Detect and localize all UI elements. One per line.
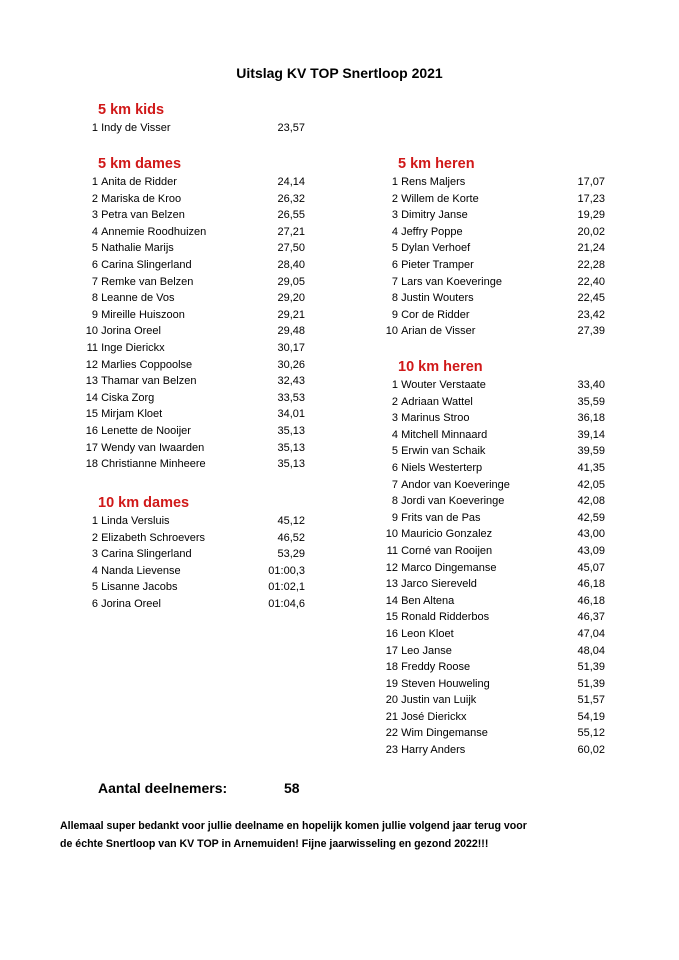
position-number: 20 <box>385 694 398 707</box>
position-number: 1 <box>391 176 398 188</box>
result-row <box>385 709 605 726</box>
position-number: 21 <box>385 710 398 723</box>
runner-name: Dylan Verhoef <box>401 242 471 255</box>
result-row <box>385 427 605 444</box>
position-number: 4 <box>391 428 398 441</box>
finish-time: 47,04 <box>577 627 605 640</box>
position-number: 13 <box>385 578 398 591</box>
runner-name: Dimitry Janse <box>401 209 468 222</box>
position-number: 10 <box>385 528 398 541</box>
position-number: 1 <box>91 176 98 188</box>
finish-time: 28,40 <box>277 258 305 271</box>
runner-name: Marinus Stroo <box>401 412 470 425</box>
finish-time: 26,55 <box>277 209 305 222</box>
result-row <box>385 510 605 527</box>
position-number: 8 <box>391 495 398 508</box>
result-row <box>85 440 305 457</box>
finish-time: 48,04 <box>577 644 605 657</box>
finish-time: 54,19 <box>577 710 605 723</box>
position-number: 15 <box>85 408 98 421</box>
runner-name: Ronald Ridderbos <box>401 611 490 624</box>
finish-time: 39,14 <box>577 428 605 441</box>
section-10km-heren <box>385 357 605 759</box>
position-number: 4 <box>91 225 98 238</box>
finish-time: 35,13 <box>277 424 305 437</box>
runner-name: Leanne de Vos <box>101 292 175 305</box>
position-number: 2 <box>91 192 98 205</box>
finish-time: 17,23 <box>577 192 605 205</box>
position-number: 23 <box>385 744 398 757</box>
finish-time: 23,57 <box>277 122 305 134</box>
runner-name: Remke van Belzen <box>101 275 194 288</box>
position-number: 3 <box>91 209 98 222</box>
finish-time: 01:04,6 <box>268 597 305 610</box>
runner-name: Inge Dierickx <box>101 341 165 354</box>
page-title: Uitslag KV TOP Snertloop 2021 <box>236 65 443 81</box>
runner-name: Annemie Roodhuizen <box>101 225 207 238</box>
position-number: 6 <box>91 258 98 271</box>
finish-time: 29,21 <box>277 308 305 321</box>
result-row <box>385 560 605 577</box>
finish-time: 42,59 <box>577 511 605 524</box>
runner-name: Mirjam Kloet <box>101 408 163 421</box>
runner-name: Wendy van Iwaarden <box>101 441 205 454</box>
position-number: 2 <box>391 192 398 205</box>
position-number: 17 <box>385 644 398 657</box>
participants-summary <box>98 780 300 796</box>
position-number: 6 <box>91 597 98 610</box>
runner-name: Corné van Rooijen <box>401 544 493 557</box>
finish-time: 45,12 <box>277 515 305 527</box>
result-row <box>385 410 605 427</box>
result-row <box>85 224 305 241</box>
result-row <box>85 307 305 324</box>
runner-name: Justin van Luijk <box>401 694 477 707</box>
runner-name: Marlies Coppoolse <box>101 358 193 371</box>
runner-name: Lars van Koeveringe <box>401 275 502 288</box>
result-row <box>85 323 305 340</box>
runner-name: Wouter Verstaate <box>401 379 486 391</box>
runner-name: Carina Slingerland <box>101 548 192 561</box>
result-row <box>385 692 605 709</box>
runner-name: Adriaan Wattel <box>401 395 473 408</box>
result-row <box>385 526 605 543</box>
runner-name: Marco Dingemanse <box>401 561 497 574</box>
runner-name: Erwin van Schaik <box>401 445 486 458</box>
runner-name: Cor de Ridder <box>401 308 470 321</box>
runner-name: Arian de Visser <box>401 325 476 338</box>
runner-name: Ciska Zorg <box>101 391 155 404</box>
result-row <box>85 290 305 307</box>
finish-time: 29,20 <box>277 292 305 305</box>
section-heading: 5 km heren <box>398 156 475 172</box>
position-number: 6 <box>391 461 398 474</box>
finish-time: 27,50 <box>277 242 305 255</box>
position-number: 14 <box>385 594 398 607</box>
position-number: 1 <box>91 515 98 527</box>
section-heading: 10 km heren <box>398 359 483 375</box>
finish-time: 22,40 <box>577 275 605 288</box>
position-number: 9 <box>391 308 398 321</box>
runner-name: Steven Houweling <box>401 677 490 690</box>
runner-name: Linda Versluis <box>101 515 170 527</box>
result-row <box>385 460 605 477</box>
position-number: 5 <box>91 242 98 255</box>
result-row <box>385 477 605 494</box>
result-row <box>85 579 305 596</box>
position-number: 19 <box>385 677 398 690</box>
position-number: 14 <box>85 391 98 404</box>
finish-time: 21,24 <box>577 242 605 255</box>
section-5km-kids <box>85 100 305 137</box>
result-row <box>385 742 605 759</box>
result-row <box>385 174 605 191</box>
finish-time: 51,39 <box>577 677 605 690</box>
result-row <box>85 513 305 530</box>
finish-time: 32,43 <box>277 375 305 388</box>
finish-time: 42,08 <box>577 495 605 508</box>
position-number: 3 <box>91 548 98 561</box>
section-heading: 5 km dames <box>98 156 182 172</box>
runner-name: Anita de Ridder <box>101 176 177 188</box>
result-row <box>385 323 605 340</box>
runner-name: Jorina Oreel <box>101 325 161 338</box>
runner-name: Pieter Tramper <box>401 258 474 271</box>
position-number: 11 <box>386 544 398 557</box>
finish-time: 35,13 <box>277 441 305 454</box>
finish-time: 01:02,1 <box>268 581 305 594</box>
runner-name: Mauricio Gonzalez <box>401 528 493 541</box>
footer-line-1: Allemaal super bedankt voor jullie deelname en hopelijk komen jullie volgend jaar terug voor <box>60 820 527 832</box>
position-number: 7 <box>391 478 398 491</box>
position-number: 3 <box>391 412 398 425</box>
runner-name: Willem de Korte <box>401 192 479 205</box>
participants-count: 58 <box>284 780 300 796</box>
position-number: 17 <box>85 441 98 454</box>
position-number: 4 <box>91 564 98 577</box>
runner-name: Jorina Oreel <box>101 597 161 610</box>
runner-name: Ben Altena <box>401 594 455 607</box>
result-row <box>85 456 305 473</box>
position-number: 12 <box>85 358 98 371</box>
position-number: 18 <box>385 661 398 674</box>
position-number: 10 <box>85 325 98 338</box>
position-number: 4 <box>391 225 398 238</box>
result-row <box>85 357 305 374</box>
finish-time: 30,17 <box>277 341 305 354</box>
runner-name: Harry Anders <box>401 744 466 757</box>
finish-time: 51,39 <box>577 661 605 674</box>
runner-name: Niels Westerterp <box>401 461 483 474</box>
finish-time: 39,59 <box>577 445 605 458</box>
runner-name: Petra van Belzen <box>101 209 185 222</box>
finish-time: 29,48 <box>277 325 305 338</box>
runner-name: Nathalie Marijs <box>101 242 174 255</box>
finish-time: 43,00 <box>577 528 605 541</box>
result-row <box>85 240 305 257</box>
position-number: 12 <box>385 561 398 574</box>
result-row <box>385 274 605 291</box>
position-number: 13 <box>85 375 98 388</box>
runner-name: Jordi van Koeveringe <box>401 495 505 508</box>
position-number: 1 <box>91 122 98 134</box>
finish-time: 27,21 <box>277 225 305 238</box>
result-row <box>85 546 305 563</box>
result-row <box>85 257 305 274</box>
finish-time: 01:00,3 <box>268 564 305 577</box>
runner-name: Mariska de Kroo <box>101 192 182 205</box>
position-number: 9 <box>91 308 98 321</box>
result-row <box>85 406 305 423</box>
runner-name: Justin Wouters <box>401 292 474 305</box>
result-row <box>85 120 305 137</box>
runner-name: Leo Janse <box>401 644 452 657</box>
finish-time: 19,29 <box>577 209 605 222</box>
result-row <box>385 224 605 241</box>
runner-name: Mitchell Minnaard <box>401 428 488 441</box>
position-number: 8 <box>391 292 398 305</box>
position-number: 5 <box>391 242 398 255</box>
finish-time: 41,35 <box>577 461 605 474</box>
finish-time: 55,12 <box>577 727 605 740</box>
position-number: 22 <box>385 727 398 740</box>
runner-name: Mireille Huiszoon <box>101 308 185 321</box>
section-5km-heren <box>385 154 605 340</box>
result-row <box>85 191 305 208</box>
position-number: 5 <box>391 445 398 458</box>
position-number: 7 <box>391 275 398 288</box>
position-number: 11 <box>86 341 98 354</box>
finish-time: 33,53 <box>277 391 305 404</box>
finish-time: 27,39 <box>577 325 605 338</box>
participants-label: Aantal deelnemers: <box>98 780 228 796</box>
footer-line-2: de échte Snertloop van KV TOP in Arnemuiden! Fijne jaarwisseling en gezond 2022!!! <box>60 838 489 850</box>
runner-name: Andor van Koeveringe <box>401 478 510 491</box>
result-row <box>385 725 605 742</box>
position-number: 6 <box>391 258 398 271</box>
position-number: 16 <box>385 627 398 640</box>
section-heading: 5 km kids <box>98 102 165 118</box>
result-row <box>385 307 605 324</box>
position-number: 2 <box>91 531 98 544</box>
result-row <box>85 596 305 613</box>
runner-name: Wim Dingemanse <box>401 727 488 740</box>
result-row <box>385 659 605 676</box>
finish-time: 42,05 <box>577 478 605 491</box>
section-heading: 10 km dames <box>98 495 190 511</box>
finish-time: 46,52 <box>277 531 305 544</box>
finish-time: 45,07 <box>577 561 605 574</box>
result-row <box>85 174 305 191</box>
result-row <box>85 373 305 390</box>
finish-time: 36,18 <box>577 412 605 425</box>
result-row <box>85 207 305 224</box>
finish-time: 26,32 <box>277 192 305 205</box>
result-row <box>385 676 605 693</box>
result-row <box>85 423 305 440</box>
finish-time: 29,05 <box>277 275 305 288</box>
finish-time: 43,09 <box>577 544 605 557</box>
result-row <box>85 530 305 547</box>
runner-name: Lisanne Jacobs <box>101 581 178 594</box>
finish-time: 20,02 <box>577 225 605 238</box>
result-row <box>85 390 305 407</box>
runner-name: José Dierickx <box>401 710 467 723</box>
result-row <box>385 191 605 208</box>
position-number: 10 <box>385 325 398 338</box>
finish-time: 22,28 <box>577 258 605 271</box>
position-number: 18 <box>85 458 98 471</box>
section-5km-dames <box>85 154 305 473</box>
position-number: 7 <box>91 275 98 288</box>
result-row <box>385 443 605 460</box>
finish-time: 23,42 <box>577 308 605 321</box>
position-number: 2 <box>391 395 398 408</box>
result-row <box>385 257 605 274</box>
result-row <box>385 626 605 643</box>
runner-name: Jarco Siereveld <box>401 578 477 591</box>
finish-time: 60,02 <box>577 744 605 757</box>
finish-time: 30,26 <box>277 358 305 371</box>
result-row <box>385 377 605 394</box>
runner-name: Leon Kloet <box>401 627 454 640</box>
finish-time: 35,13 <box>277 458 305 471</box>
finish-time: 46,18 <box>577 578 605 591</box>
result-row <box>385 593 605 610</box>
result-row <box>385 609 605 626</box>
finish-time: 22,45 <box>577 292 605 305</box>
runner-name: Nanda Lievense <box>101 564 181 577</box>
runner-name: Freddy Roose <box>401 661 471 674</box>
position-number: 5 <box>91 581 98 594</box>
result-row <box>85 274 305 291</box>
finish-time: 24,14 <box>277 176 305 188</box>
finish-time: 33,40 <box>577 379 605 391</box>
finish-time: 35,59 <box>577 395 605 408</box>
finish-time: 51,57 <box>577 694 605 707</box>
position-number: 16 <box>85 424 98 437</box>
runner-name: Jeffry Poppe <box>401 225 463 238</box>
result-row <box>385 207 605 224</box>
result-row <box>385 643 605 660</box>
runner-name: Elizabeth Schroevers <box>101 531 206 544</box>
position-number: 3 <box>391 209 398 222</box>
result-row <box>385 394 605 411</box>
runner-name: Carina Slingerland <box>101 258 192 271</box>
finish-time: 17,07 <box>577 176 605 188</box>
runner-name: Lenette de Nooijer <box>101 424 191 437</box>
runner-name: Indy de Visser <box>101 122 171 134</box>
position-number: 1 <box>391 379 398 391</box>
result-row <box>385 576 605 593</box>
position-number: 8 <box>91 292 98 305</box>
result-row <box>385 240 605 257</box>
finish-time: 46,37 <box>577 611 605 624</box>
position-number: 15 <box>385 611 398 624</box>
finish-time: 53,29 <box>277 548 305 561</box>
position-number: 9 <box>391 511 398 524</box>
runner-name: Frits van de Pas <box>401 511 481 524</box>
result-row <box>85 563 305 580</box>
section-10km-dames <box>85 493 305 613</box>
runner-name: Rens Maljers <box>401 176 466 188</box>
runner-name: Thamar van Belzen <box>101 375 197 388</box>
result-row <box>385 493 605 510</box>
result-row <box>385 290 605 307</box>
finish-time: 46,18 <box>577 594 605 607</box>
runner-name: Christianne Minheere <box>101 458 206 471</box>
finish-time: 34,01 <box>277 408 305 421</box>
result-row <box>385 543 605 560</box>
result-row <box>85 340 305 357</box>
footer-message <box>60 817 600 853</box>
